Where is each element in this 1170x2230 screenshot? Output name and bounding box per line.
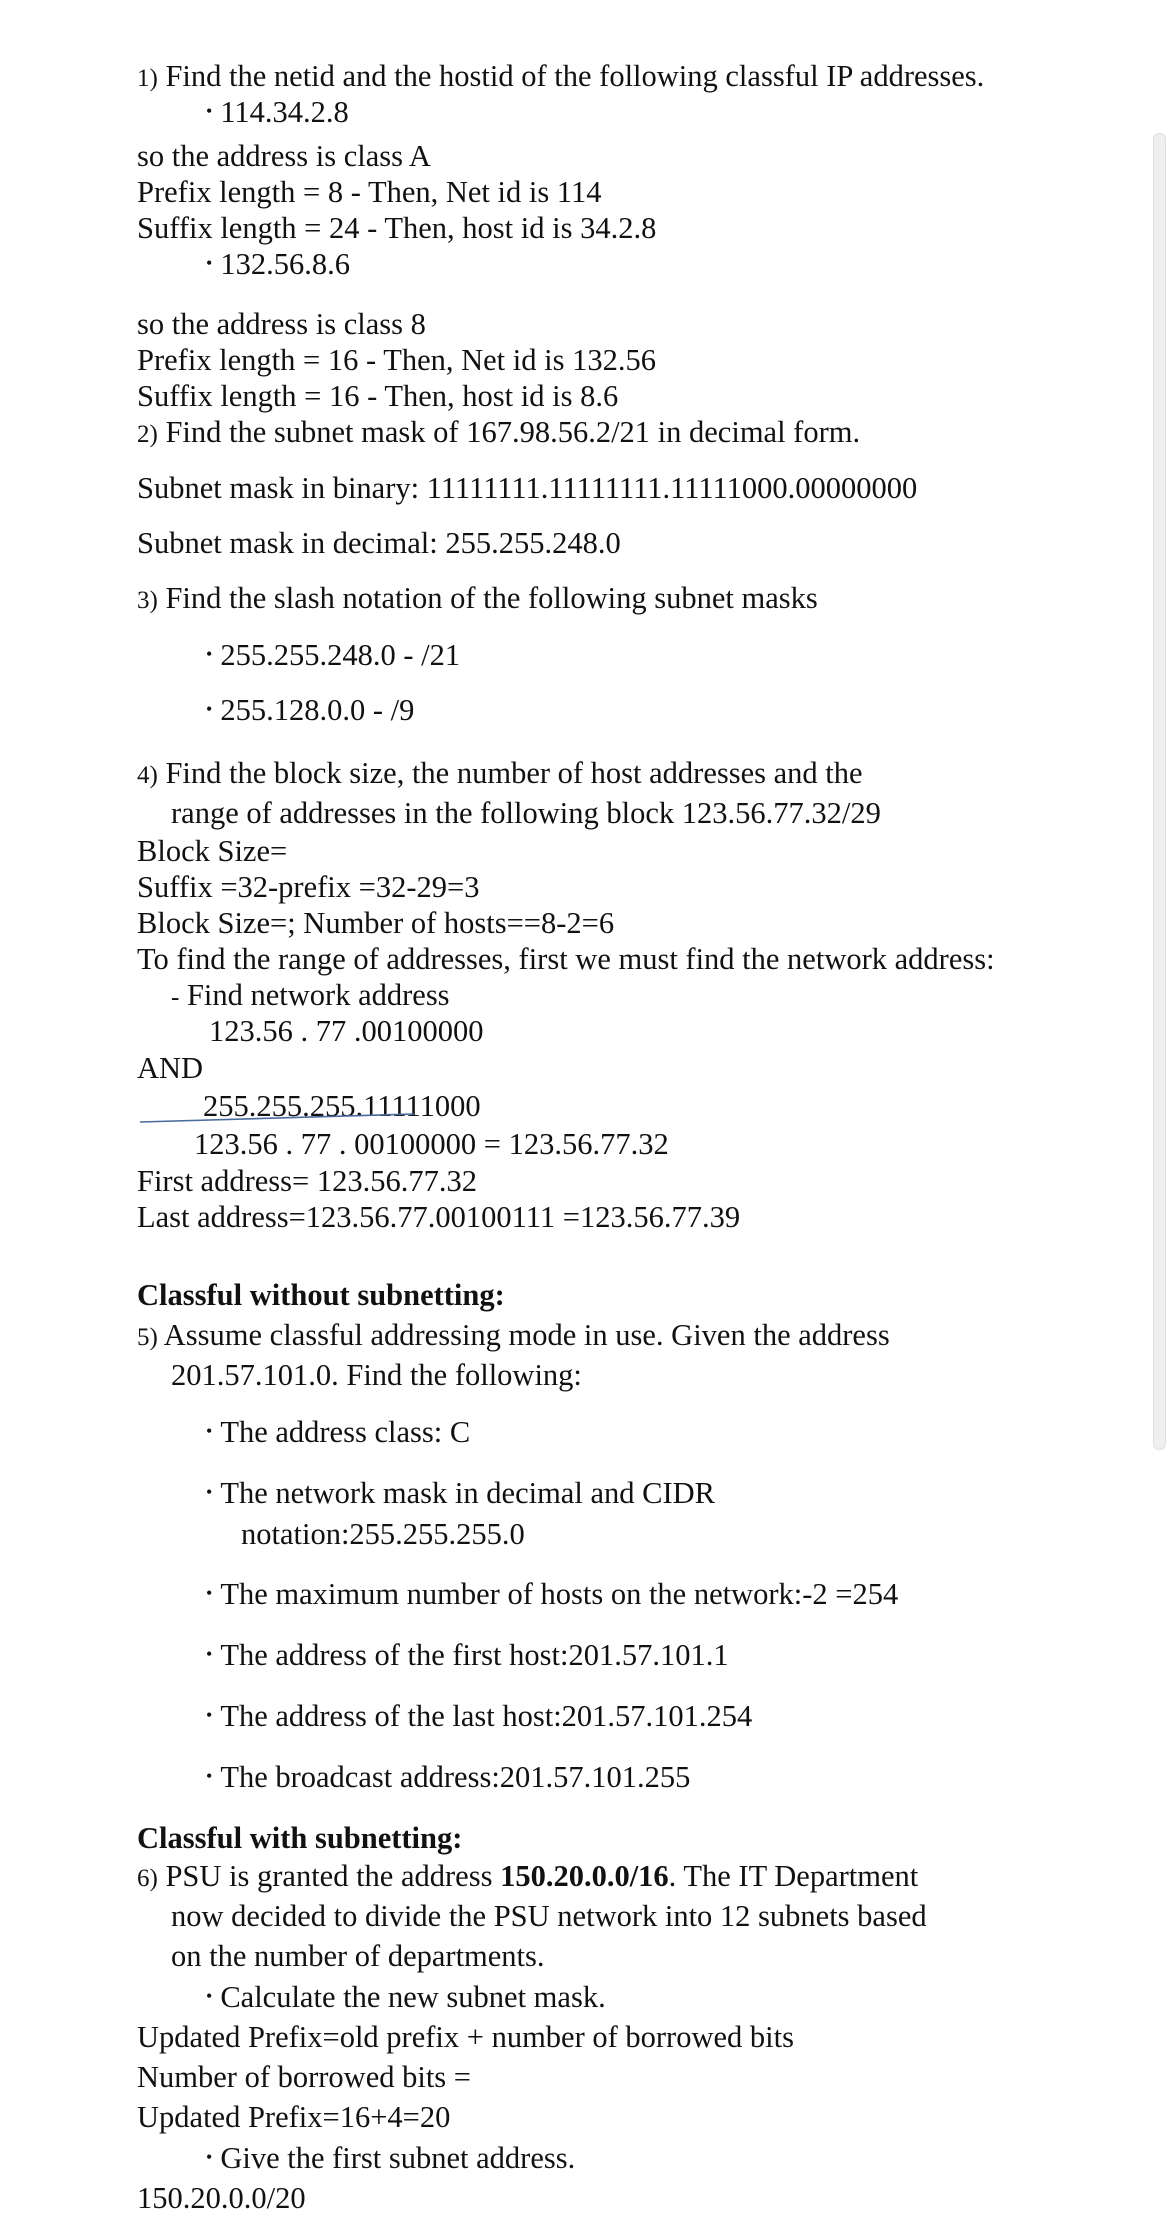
- bullet-icon: •: [206, 1705, 213, 1725]
- vertical-scrollbar[interactable]: [1153, 133, 1166, 1450]
- bullet-text: The maximum number of hosts on the network:-2 =254: [220, 1577, 899, 1611]
- question-text: Find the netid and the hostid of the following classful IP addresses.: [165, 59, 985, 93]
- question-2: [137, 414, 860, 451]
- bullet-icon: •: [206, 699, 213, 719]
- answer-line: Number of borrowed bits =: [137, 2060, 471, 2094]
- answer-line: Block Size=; Number of hosts==8-2=6: [137, 906, 615, 940]
- question-number: 4): [137, 762, 158, 789]
- bullet-text: The address of the first host:201.57.101.1: [220, 1638, 729, 1672]
- calc-line: 123.56 . 77 . 00100000 = 123.56.77.32: [194, 1127, 669, 1161]
- answer-line: First address= 123.56.77.32: [137, 1164, 477, 1198]
- question-6: [137, 1858, 918, 1895]
- answer-line: Prefix length = 16 - Then, Net id is 132.56: [137, 343, 656, 377]
- answer-line: Last address=123.56.77.00100111 =123.56.77.39: [137, 1200, 741, 1234]
- answer-line: Block Size=: [137, 834, 288, 868]
- question-4: [137, 755, 863, 792]
- answer-line: so the address is class A: [137, 139, 431, 173]
- answer-line: Suffix =32-prefix =32-29=3: [137, 870, 480, 904]
- bullet-icon: •: [206, 644, 213, 664]
- question-number: 2): [137, 421, 158, 448]
- answer-line: Subnet mask in decimal: 255.255.248.0: [137, 526, 621, 560]
- answer-line: Suffix length = 16 - Then, host id is 8.6: [137, 379, 619, 413]
- bullet-item: [206, 1637, 729, 1674]
- question-text-continued: now decided to divide the PSU network into 12 subnets based: [171, 1899, 927, 1933]
- answer-line: Suffix length = 24 - Then, host id is 34.2.8: [137, 211, 657, 245]
- bullet-icon: •: [206, 1482, 213, 1502]
- granted-address: 150.20.0.0/16: [500, 1859, 669, 1893]
- bullet-icon: •: [206, 1583, 213, 1603]
- question-3: [137, 580, 818, 617]
- question-text: Assume classful addressing mode in use. Given the address: [163, 1318, 890, 1352]
- bullet-text: The broadcast address:201.57.101.255: [220, 1760, 691, 1794]
- question-text-continued: range of addresses in the following block 123.56.77.32/29: [171, 796, 881, 830]
- answer-line: To find the range of addresses, first we must find the network address:: [137, 942, 995, 976]
- question-number: 3): [137, 587, 158, 614]
- bullet-item: [206, 1979, 606, 2016]
- bullet-item: [206, 1576, 898, 1613]
- answer-line: so the address is class 8: [137, 307, 426, 341]
- bullet-text: The address of the last host:201.57.101.254: [220, 1699, 753, 1733]
- bullet-text: The network mask in decimal and CIDR: [220, 1476, 715, 1510]
- calc-line: 255.255.255.11111000: [203, 1089, 481, 1123]
- bullet-text: The address class: C: [220, 1415, 471, 1449]
- bullet-icon: •: [206, 1421, 213, 1441]
- question-number: 5): [137, 1324, 158, 1351]
- question-1: [137, 58, 984, 95]
- dash-marker: -: [171, 984, 180, 1011]
- bullet-text: 255.255.248.0 - /21: [220, 638, 461, 672]
- bullet-item: [206, 1475, 715, 1512]
- question-text-continued: 201.57.101.0. Find the following:: [171, 1358, 582, 1392]
- section-heading: Classful without subnetting:: [137, 1278, 505, 1312]
- bullet-icon: •: [206, 2147, 213, 2167]
- answer-line: Updated Prefix=old prefix + number of borrowed bits: [137, 2020, 794, 2054]
- answer-line: Prefix length = 8 - Then, Net id is 114: [137, 175, 602, 209]
- bullet-item: [206, 637, 460, 674]
- question-5: [137, 1317, 890, 1354]
- calc-line: 123.56 . 77 .00100000: [209, 1014, 484, 1048]
- bullet-text: 132.56.8.6: [220, 247, 350, 281]
- bullet-text: Give the first subnet address.: [220, 2141, 576, 2175]
- question-text-continued: on the number of departments.: [171, 1939, 545, 1973]
- bullet-icon: •: [206, 1766, 213, 1786]
- bullet-item: [206, 1698, 752, 1735]
- answer-line: 150.20.0.0/20: [137, 2181, 306, 2215]
- calc-line: AND: [137, 1051, 204, 1085]
- question-number: 1): [137, 65, 158, 92]
- question-number: 6): [137, 1865, 158, 1892]
- bullet-item: [206, 692, 414, 729]
- handwritten-underline: [138, 1108, 418, 1128]
- dash-text: Find network address: [186, 978, 450, 1012]
- question-text: PSU is granted the address: [165, 1859, 501, 1893]
- bullet-text-continued: notation:255.255.255.0: [241, 1517, 525, 1551]
- dash-item: [171, 977, 450, 1014]
- section-heading: Classful with subnetting:: [137, 1821, 463, 1855]
- question-text-tail: . The IT Department: [668, 1859, 919, 1893]
- bullet-icon: •: [206, 253, 213, 273]
- question-text: Find the block size, the number of host addresses and the: [165, 756, 863, 790]
- bullet-item: [206, 1759, 690, 1796]
- bullet-icon: •: [206, 101, 213, 121]
- answer-line: Subnet mask in binary: 11111111.11111111.11111000.00000000: [137, 471, 918, 505]
- bullet-text: Calculate the new subnet mask.: [220, 1980, 606, 2014]
- bullet-item: [206, 1414, 470, 1451]
- question-text: Find the subnet mask of 167.98.56.2/21 in decimal form.: [165, 415, 861, 449]
- question-text: Find the slash notation of the following subnet masks: [165, 581, 818, 615]
- answer-line: Updated Prefix=16+4=20: [137, 2100, 451, 2134]
- bullet-icon: •: [206, 1986, 213, 2006]
- bullet-item: [206, 94, 349, 131]
- bullet-text: 114.34.2.8: [220, 95, 349, 129]
- bullet-item: [206, 2140, 575, 2177]
- bullet-item: [206, 246, 350, 283]
- bullet-icon: •: [206, 1644, 213, 1664]
- bullet-text: 255.128.0.0 - /9: [220, 693, 415, 727]
